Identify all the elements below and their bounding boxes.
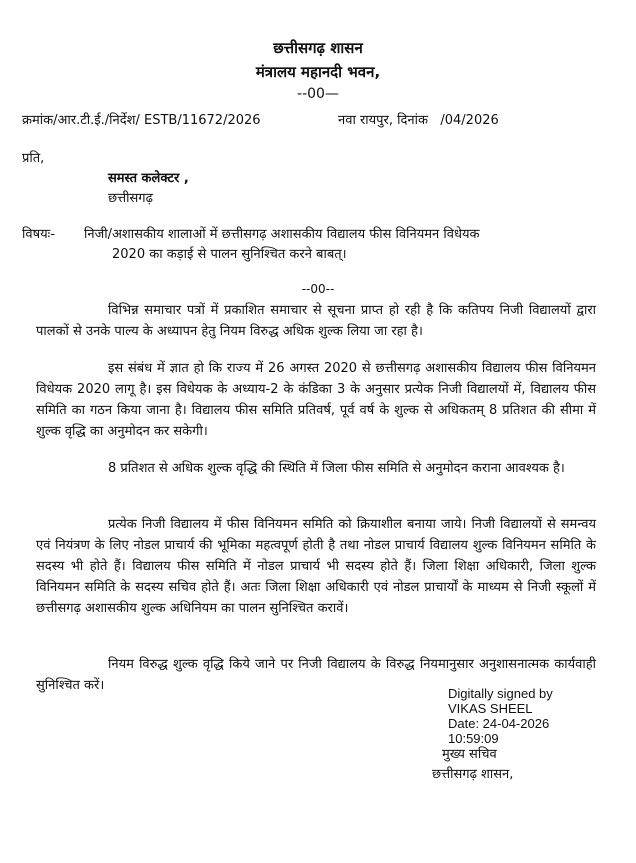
paragraph-3: 8 प्रतिशत से अधिक शुल्क वृद्धि की स्थिति में जिला फीस समिति से अनुमोदन कराना आवश्यक है। bbox=[108, 461, 565, 476]
addressee-collectors: समस्त कलेक्टर , bbox=[108, 171, 189, 186]
header-separator: --00— bbox=[297, 86, 339, 102]
digital-signature-line-1: Digitally signed by bbox=[448, 686, 553, 701]
signatory-office: छत्तीसगढ़ शासन, bbox=[432, 767, 514, 782]
addressee-state: छत्तीसगढ़ bbox=[108, 191, 153, 206]
header-government: छत्तीसगढ़ शासन bbox=[273, 39, 363, 57]
digital-signature-line-2: VIKAS SHEEL bbox=[448, 701, 533, 716]
place-date: नवा रायपुर, दिनांक /04/2026 bbox=[338, 113, 499, 128]
paragraph-5: नियम विरुद्ध शुल्क वृद्धि किये जाने पर निजी विद्यालय के विरुद्ध नियमानुसार अनुशासनात्मक कार्यवाही सुनिश्चित करें। bbox=[36, 657, 596, 693]
subject-label: विषयः- bbox=[22, 227, 55, 242]
body-divider: --00-- bbox=[301, 282, 335, 296]
digital-signature-line-3: Date: 24-04-2026 bbox=[448, 716, 550, 731]
header-ministry: मंत्रालय महानदी भवन, bbox=[255, 63, 381, 81]
paragraph-4: प्रत्येक निजी विद्यालय में फीस विनियमन समिति को क्रियाशील बनाया जाये। निजी विद्यालयों से समन्वय एवं नियंत्रण के लिए नोडल प्राचार्य की भूमिका महत्वपूर्ण होती है तथा नोडल प्राचार्य विद्यालय शुल्क विनियमन समिति के सदस्य भी होते हैं। विद्यालय फीस समिति में नोडल प्राचार्य भी सदस्य होते हैं। जिला शिक्षा अधिकारी, जिला शुल्क विनियमन समिति के सदस्य सचिव होते हैं। अतः जिला शिक्षा अधिकारी एवं नोडल प्राचार्यों के माध्यम से निजी स्कूलों में छत्तीसगढ़ अशासकीय शुल्क अधिनियम का पालन सुनिश्चित करावें। bbox=[36, 517, 596, 616]
reference-number: क्रमांक/आर.टी.ई./निर्देश/ ESTB/11672/2026 bbox=[22, 113, 261, 128]
paragraph-2: इस संबंध में ज्ञात हो कि राज्य में 26 अगस्त 2020 से छत्तीसगढ़ अशासकीय विद्यालय फीस विनियमन विधेयक 2020 लागू है। इस विधेयक के अध्याय-2 के कंडिका 3 के अनुसार प्रत्येक निजी विद्यालयों में, विद्यालय फीस समिति का गठन किया जाना है। विद्यालय फीस समिति प्रतिवर्ष, पूर्व वर्ष के शुल्क से अधिकतम् 8 प्रतिशत की सीमा में शुल्क वृद्धि का अनुमोदन कर सकेगी। bbox=[36, 361, 596, 439]
addressee-prati: प्रति, bbox=[22, 151, 45, 166]
digital-signature-block bbox=[448, 686, 553, 746]
digital-signature-line-4: 10:59:09 bbox=[448, 731, 499, 746]
subject-line-1: निजी/अशासकीय शालाओं में छत्तीसगढ़ अशासकीय विद्यालय फीस विनियमन विधेयक bbox=[84, 227, 480, 242]
subject-line-2: 2020 का कड़ाई से पालन सुनिश्चित करने बाबत्। bbox=[112, 247, 347, 262]
paragraph-1: विभिन्न समाचार पत्रों में प्रकाशित समाचार से सूचना प्राप्त हो रही है कि कतिपय निजी विद्यालयों द्वारा पालकों से उनके पाल्य के अध्यापन हेतु नियम विरुद्ध अधिक शुल्क लिया जा रहा है। bbox=[36, 303, 596, 339]
signatory-designation: मुख्य सचिव bbox=[442, 747, 497, 762]
